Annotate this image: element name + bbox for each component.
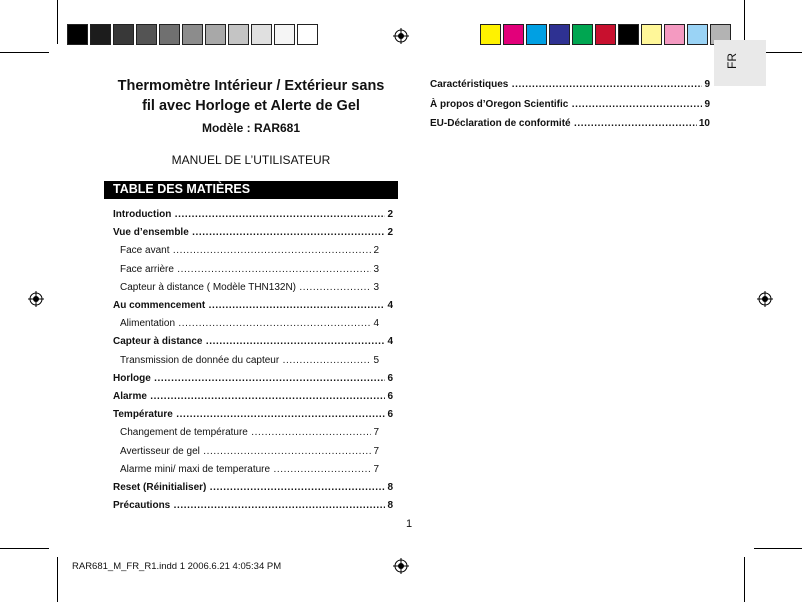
color-swatch: [274, 24, 295, 45]
toc-entry: [113, 226, 393, 240]
color-swatch: [641, 24, 662, 45]
document-title-line1: Thermomètre Intérieur / Extérieur sans: [117, 78, 385, 94]
toc-entry-page: 4: [373, 318, 379, 330]
toc-leader-dots: [147, 390, 386, 404]
document-title-line2: fil avec Horloge et Alerte de Gel: [142, 98, 360, 114]
color-swatch: [136, 24, 157, 45]
toc-leader-dots: [171, 208, 385, 222]
toc-entry-title: Alimentation: [120, 318, 176, 330]
toc-entry-page: 2: [387, 227, 393, 239]
color-swatch: [595, 24, 616, 45]
color-swatch: [687, 24, 708, 45]
toc-entry-title: Introduction: [113, 209, 172, 220]
toc-entry-page: 6: [387, 409, 393, 421]
toc-entry-title: Alarme: [113, 391, 147, 402]
toc-entry-title: Précautions: [113, 500, 171, 512]
toc-entry-title: Capteur à distance ( Modèle THN132N): [120, 281, 297, 293]
registration-mark-icon: [757, 291, 773, 307]
toc-leader-dots: [174, 263, 372, 277]
registration-mark-icon: [393, 28, 409, 44]
toc-entry: [113, 299, 393, 313]
toc-entry: [113, 499, 393, 513]
color-swatch: [113, 24, 134, 45]
toc-entry: [120, 263, 379, 277]
color-swatch: [67, 24, 88, 45]
page-number: 1: [406, 518, 413, 530]
toc-entry: [120, 317, 379, 331]
toc-entry-page: 3: [373, 263, 379, 275]
toc-entry: [120, 354, 379, 368]
model-number: Modèle : RAR681: [201, 121, 301, 135]
toc-entry: [120, 426, 379, 440]
toc-entry: [120, 281, 379, 295]
toc-entry-title: Reset (Réinitialiser): [113, 482, 207, 493]
toc-entry-page: 6: [387, 372, 393, 384]
toc-entry-page: 6: [387, 391, 393, 402]
toc-entry: [430, 78, 710, 92]
toc-entry-page: 10: [698, 118, 710, 130]
toc-entry: [113, 481, 393, 495]
toc-leader-dots: [508, 78, 702, 92]
manual-heading: MANUEL DE L’UTILISATEUR: [171, 153, 331, 167]
toc-leader-dots: [170, 499, 385, 513]
toc-entry: [113, 335, 393, 349]
toc-heading-bar: [104, 181, 398, 199]
toc-leader-dots: [202, 335, 385, 349]
toc-leader-dots: [296, 281, 371, 295]
language-tab-label: FR: [725, 53, 739, 69]
toc-entry-page: 8: [387, 482, 393, 493]
toc-entry: [113, 208, 393, 222]
toc-entry-page: 5: [373, 354, 379, 366]
toc-entry-title: À propos d’Oregon Scientific: [430, 98, 569, 110]
print-slug: RAR681_M_FR_R1.indd 1 2006.6.21 4:05:34 PM: [72, 561, 282, 572]
registration-mark-icon: [28, 291, 44, 307]
toc-entry-page: 7: [373, 445, 379, 457]
color-swatch: [90, 24, 111, 45]
toc-entry: [430, 98, 710, 112]
toc-leader-dots: [200, 445, 372, 459]
toc-entry: [430, 117, 710, 131]
color-swatch: [503, 24, 524, 45]
language-tab: [714, 40, 766, 86]
toc-entry-title: Alarme mini/ maxi de temperature: [120, 463, 271, 475]
toc-leader-dots: [205, 299, 385, 313]
toc-entry: [113, 408, 393, 422]
toc-leader-dots: [169, 244, 371, 258]
toc-entry: [113, 390, 393, 404]
toc-leader-dots: [568, 98, 702, 112]
toc-entry-title: Caractéristiques: [430, 79, 509, 90]
toc-leader-dots: [279, 354, 371, 368]
color-swatch: [480, 24, 501, 45]
toc-leader-dots: [151, 372, 386, 386]
toc-entry-title: Température: [113, 409, 173, 421]
toc-leader-dots: [173, 408, 386, 422]
toc-entry-title: Face avant: [120, 245, 170, 257]
toc-leader-dots: [571, 117, 697, 131]
color-swatch: [297, 24, 318, 45]
toc-entry-page: 7: [373, 427, 379, 439]
color-swatch: [228, 24, 249, 45]
toc-entry: [113, 372, 393, 386]
color-swatch: [572, 24, 593, 45]
color-swatch: [664, 24, 685, 45]
color-swatch: [182, 24, 203, 45]
toc-entry-title: Avertisseur de gel: [120, 445, 200, 457]
toc-entry-title: Horloge: [113, 372, 151, 384]
toc-leader-dots: [175, 317, 371, 331]
toc-entry-page: 3: [373, 281, 379, 293]
registration-mark-icon: [393, 558, 409, 574]
toc-leader-dots: [189, 226, 386, 240]
color-swatch: [526, 24, 547, 45]
toc-entry-title: Vue d’ensemble: [113, 227, 189, 239]
toc-entry-page: 9: [704, 79, 710, 90]
toc-entry-page: 4: [387, 300, 393, 311]
toc-entry: [120, 244, 379, 258]
color-swatch: [251, 24, 272, 45]
color-swatch: [549, 24, 570, 45]
toc-entry-page: 9: [704, 98, 710, 110]
toc-entry-title: Transmission de donnée du capteur: [120, 354, 280, 366]
toc-entry-page: 7: [373, 463, 379, 475]
toc-entry-page: 2: [373, 245, 379, 257]
toc-entry-page: 2: [387, 209, 393, 220]
toc-entry-title: Face arrière: [120, 263, 174, 275]
toc-entry-title: Au commencement: [113, 300, 206, 311]
toc-heading: TABLE DES MATIÈRES: [113, 182, 251, 196]
toc-entry-title: Capteur à distance: [113, 336, 203, 348]
toc-leader-dots: [270, 463, 371, 477]
toc-entry-page: 8: [387, 500, 393, 512]
toc-entry: [120, 445, 379, 459]
color-swatch: [159, 24, 180, 45]
color-swatch: [205, 24, 226, 45]
toc-entry-title: EU-Déclaration de conformité: [430, 118, 571, 130]
toc-entry-page: 4: [387, 336, 393, 348]
toc-leader-dots: [248, 426, 372, 440]
toc-entry: [120, 463, 379, 477]
toc-leader-dots: [206, 481, 385, 495]
color-swatch: [618, 24, 639, 45]
toc-entry-title: Changement de température: [120, 427, 248, 439]
